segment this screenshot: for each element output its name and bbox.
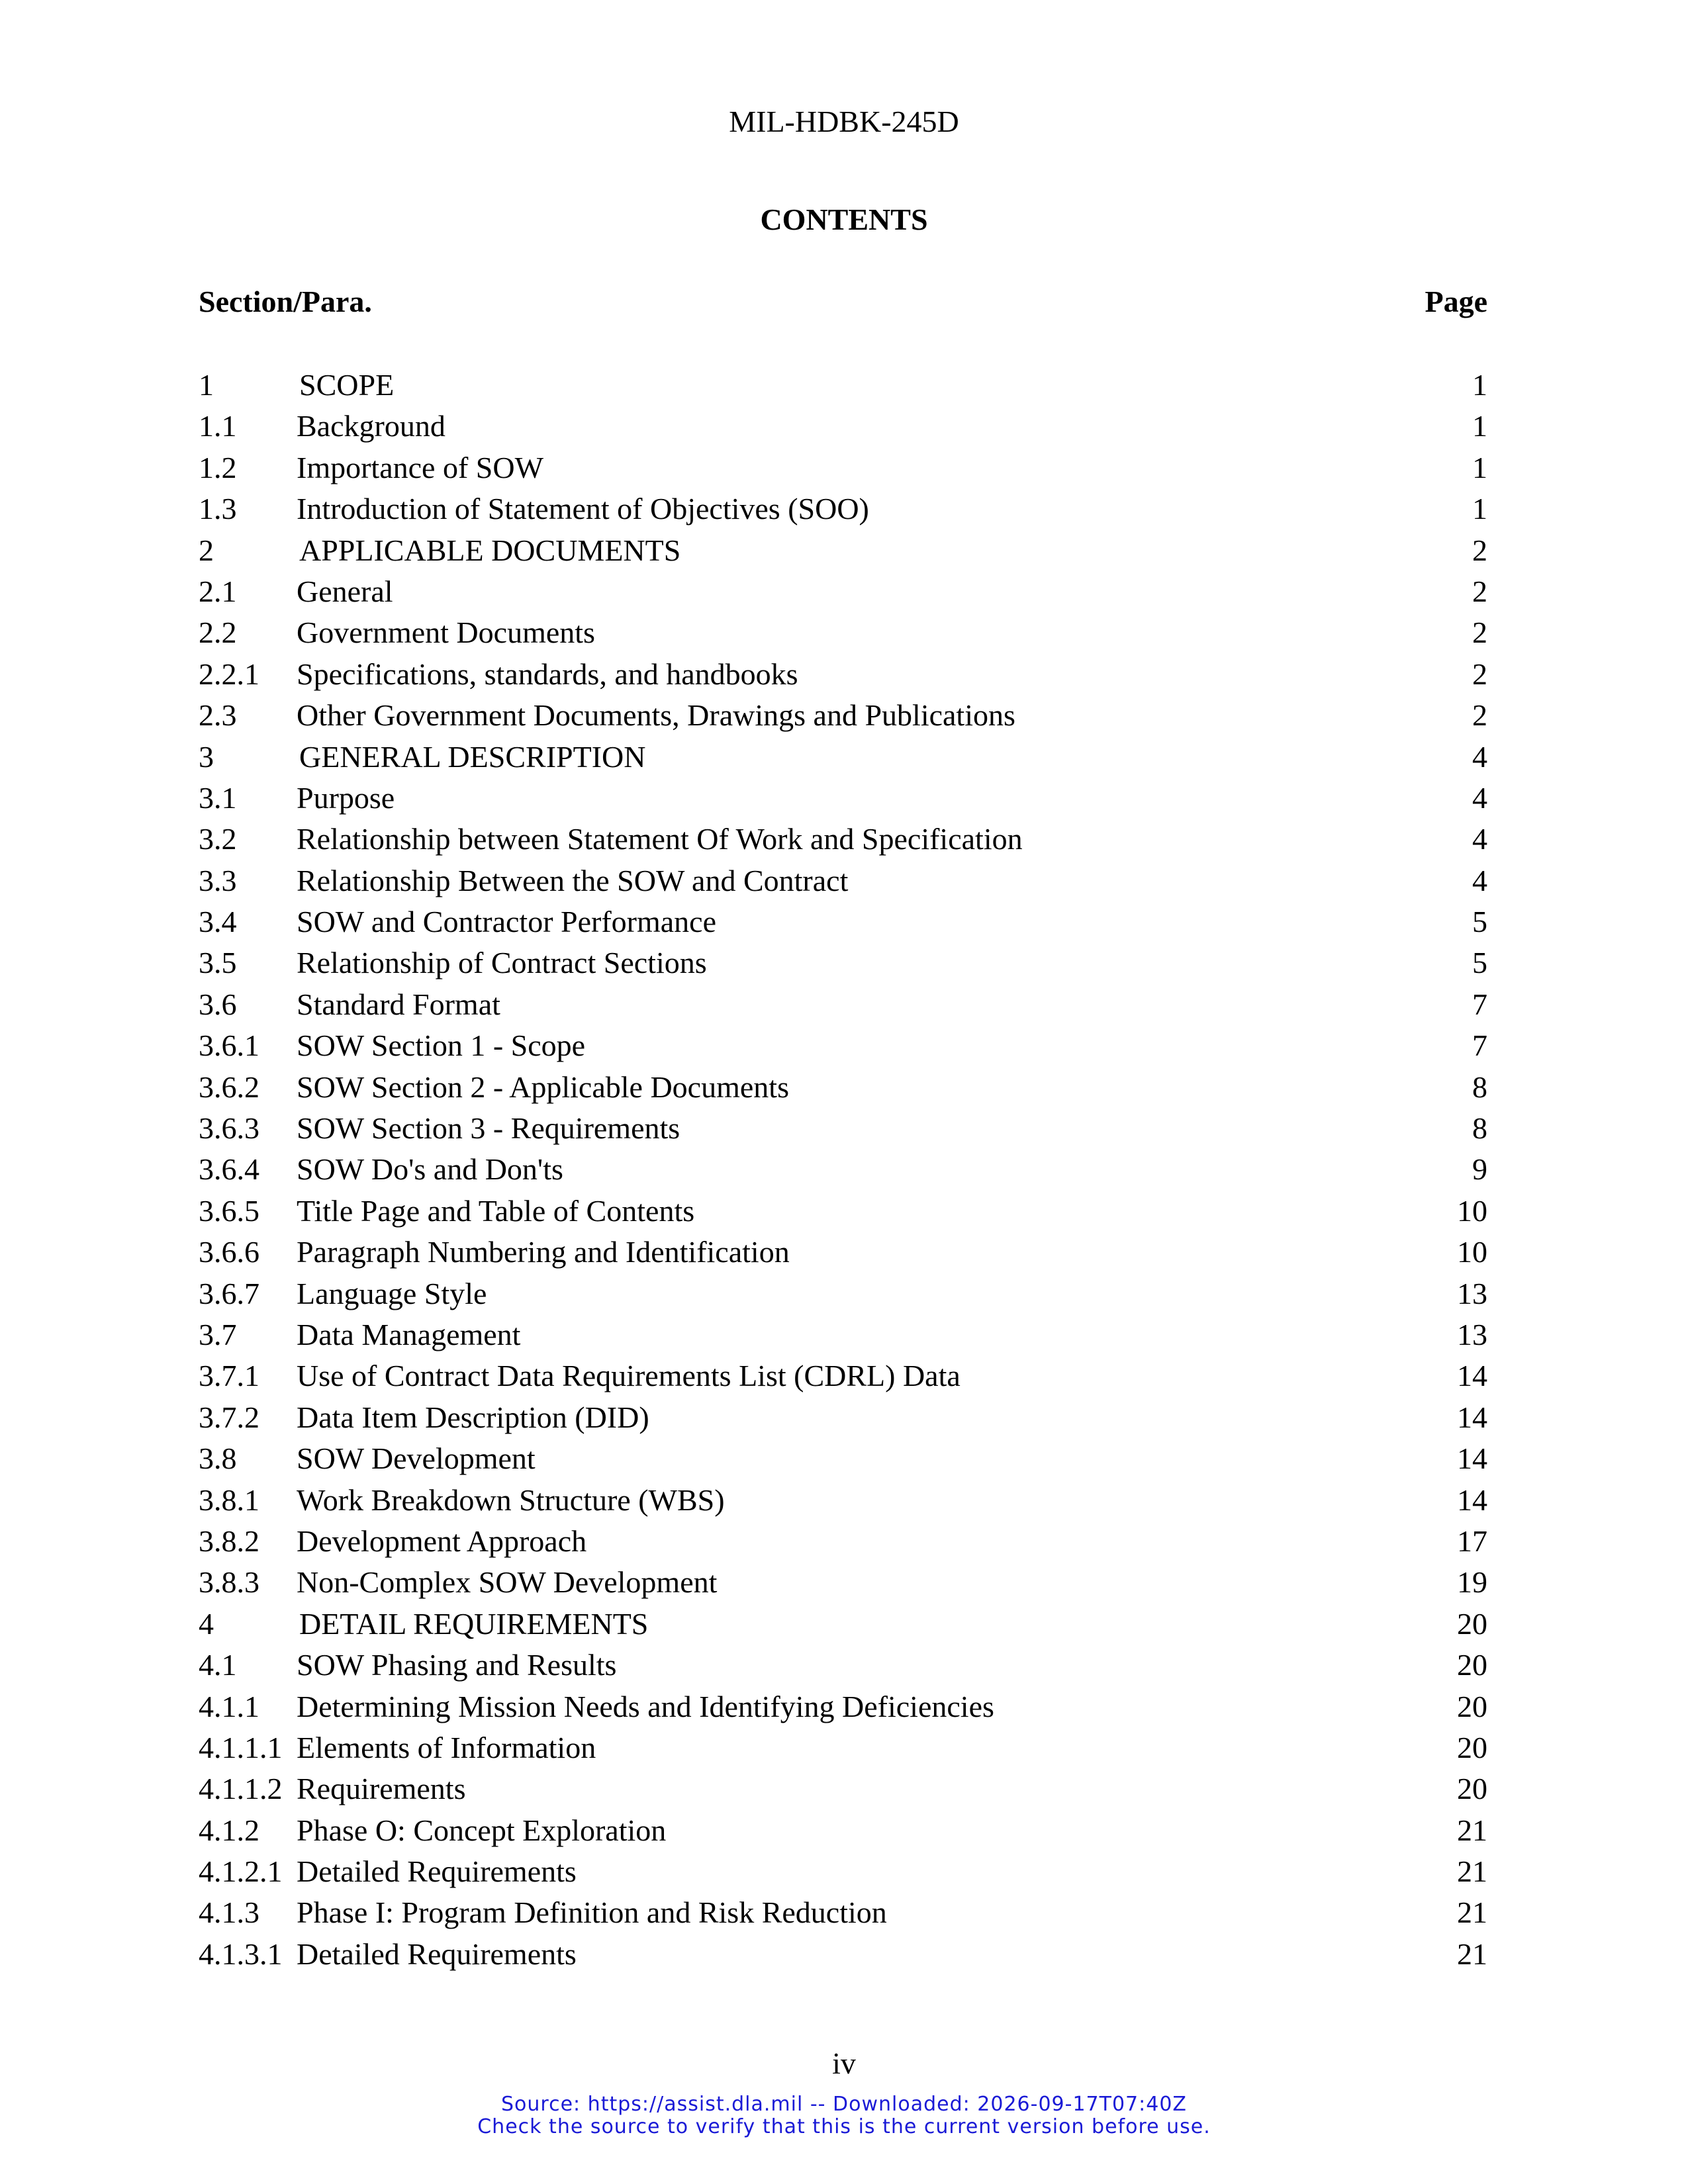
toc-entry[interactable] [199, 1067, 1487, 1108]
toc-entry-page: 8 [1472, 1111, 1487, 1146]
page-title: CONTENTS [760, 203, 928, 236]
toc-entry-page: 1 [1472, 409, 1487, 443]
toc-entry-title: SOW Phasing and Results [297, 1648, 617, 1682]
toc-entry-page: 2 [1472, 533, 1487, 567]
toc-entry-page: 21 [1457, 1813, 1487, 1847]
toc-entry-page: 1 [1472, 368, 1487, 402]
section-column-header: Section/Para. [199, 285, 372, 318]
toc-entry-title: Detailed Requirements [297, 1854, 577, 1889]
toc-entry-title: Importance of SOW [297, 450, 543, 484]
toc-entry[interactable] [199, 1892, 1487, 1933]
toc-entry-number: 2.2 [199, 615, 237, 650]
toc-entry-page: 7 [1472, 1028, 1487, 1063]
toc-entry-page: 20 [1457, 1648, 1487, 1682]
toc-entry-title: Title Page and Table of Contents [297, 1193, 695, 1228]
toc-entry-title: Elements of Information [297, 1730, 596, 1764]
toc-entry-number: 4 [199, 1606, 214, 1641]
toc-entry-number: 3.6.3 [199, 1111, 259, 1146]
toc-entry[interactable] [199, 695, 1487, 736]
toc-entry-page: 5 [1472, 946, 1487, 980]
toc-entry-page: 14 [1457, 1441, 1487, 1476]
toc-entry[interactable] [199, 406, 1487, 447]
toc-entry-number: 3.6.6 [199, 1235, 259, 1269]
toc-entry[interactable] [199, 1108, 1487, 1149]
toc-entry-number: 3.6.1 [199, 1028, 259, 1063]
toc-entry-title: Relationship Between the SOW and Contract [297, 863, 849, 897]
toc-entry-page: 2 [1472, 574, 1487, 608]
toc-entry[interactable] [199, 1521, 1487, 1562]
toc-entry-title: SOW Development [297, 1441, 536, 1476]
toc-entry-number: 4.1.2 [199, 1813, 259, 1847]
toc-entry-page: 10 [1457, 1193, 1487, 1228]
toc-entry[interactable] [199, 942, 1487, 983]
toc-entry-title: APPLICABLE DOCUMENTS [299, 533, 681, 567]
toc-entry-number: 3.6.2 [199, 1069, 259, 1104]
toc-entry-page: 10 [1457, 1235, 1487, 1269]
page-number: iv [832, 2046, 856, 2080]
toc-entry[interactable] [199, 1314, 1487, 1355]
toc-entry-title: Purpose [297, 780, 395, 815]
toc-entry-title: Development Approach [297, 1524, 587, 1558]
toc-entry-title: Requirements [297, 1772, 466, 1806]
toc-entry-number: 2 [199, 533, 214, 567]
toc-entry[interactable] [199, 1810, 1487, 1851]
toc-entry[interactable] [199, 737, 1487, 778]
toc-entry-number: 3.8.3 [199, 1565, 259, 1600]
toc-entry[interactable] [199, 1273, 1487, 1314]
toc-entry-title: General [297, 574, 393, 608]
toc-entry-title: Non-Complex SOW Development [297, 1565, 718, 1600]
toc-entry-page: 21 [1457, 1936, 1487, 1971]
toc-entry[interactable] [199, 530, 1487, 571]
toc-entry-page: 4 [1472, 780, 1487, 815]
toc-entry[interactable] [199, 447, 1487, 488]
source-note-line: Source: https://assist.dla.mil -- Downloaded: 2026-09-17T07:40Z [501, 2093, 1187, 2116]
toc-entry-page: 2 [1472, 698, 1487, 733]
toc-entry-title: Standard Format [297, 987, 500, 1021]
toc-entry-page: 4 [1472, 822, 1487, 856]
toc-entry-title: SOW and Contractor Performance [297, 905, 717, 939]
toc-entry-number: 3.5 [199, 946, 237, 980]
toc-entry-number: 4.1.1.2 [199, 1772, 283, 1806]
toc-entry-number: 1.2 [199, 450, 237, 484]
toc-entry-number: 4.1 [199, 1648, 237, 1682]
toc-entry[interactable] [199, 654, 1487, 695]
toc-entry-title: Data Item Description (DID) [297, 1400, 649, 1434]
toc-entry-title: Government Documents [297, 615, 595, 650]
toc-entry-title: Other Government Documents, Drawings and Publications [297, 698, 1015, 733]
toc-entry-number: 3.1 [199, 780, 237, 815]
toc-entry-title: Introduction of Statement of Objectives (SOO) [297, 492, 869, 526]
toc-entry[interactable] [199, 1604, 1487, 1645]
document-id: MIL-HDBK-245D [729, 105, 959, 138]
toc-entry[interactable] [199, 901, 1487, 942]
toc-entry-page: 21 [1457, 1854, 1487, 1889]
toc-entry[interactable] [199, 1686, 1487, 1727]
toc-entry-page: 2 [1472, 615, 1487, 650]
toc-entry[interactable] [199, 778, 1487, 819]
toc-entry-number: 3.7.2 [199, 1400, 259, 1434]
toc-entry-title: Phase I: Program Definition and Risk Reduction [297, 1895, 887, 1930]
toc-entry-number: 3.6.4 [199, 1152, 259, 1187]
toc-entry-title: Language Style [297, 1276, 487, 1310]
toc-entry-page: 20 [1457, 1772, 1487, 1806]
toc-entry-number: 4.1.1.1 [199, 1730, 283, 1764]
toc-entry-number: 2.1 [199, 574, 237, 608]
toc-entry-title: Background [297, 409, 445, 443]
toc-entry-number: 1.3 [199, 492, 237, 526]
toc-entry-title: SCOPE [299, 368, 395, 402]
toc-entry-number: 4.1.1 [199, 1689, 259, 1723]
toc-entry[interactable] [199, 1232, 1487, 1273]
toc-entry[interactable] [199, 1191, 1487, 1232]
toc-entry-page: 8 [1472, 1069, 1487, 1104]
toc-entry[interactable] [199, 1562, 1487, 1603]
page-column-header: Page [1425, 285, 1487, 318]
toc-entry-page: 4 [1472, 739, 1487, 774]
toc-entry-page: 1 [1472, 450, 1487, 484]
toc-entry-title: Work Breakdown Structure (WBS) [297, 1482, 725, 1517]
toc-entry-page: 13 [1457, 1317, 1487, 1351]
toc-entry-number: 1.1 [199, 409, 237, 443]
toc-entry-number: 4.1.3 [199, 1895, 259, 1930]
toc-entry[interactable] [199, 612, 1487, 653]
toc-entry-title: Specifications, standards, and handbooks [297, 657, 798, 691]
toc-entry-number: 3 [199, 739, 214, 774]
toc-entry-number: 3.4 [199, 905, 237, 939]
toc-entry-page: 14 [1457, 1482, 1487, 1517]
toc-entry-number: 4.1.3.1 [199, 1936, 283, 1971]
toc-entry-page: 20 [1457, 1606, 1487, 1641]
toc-entry-number: 2.3 [199, 698, 237, 733]
toc-entry-title: Phase O: Concept Exploration [297, 1813, 667, 1847]
toc-entry-title: Relationship of Contract Sections [297, 946, 707, 980]
toc-entry[interactable] [199, 1355, 1487, 1396]
toc-entry[interactable] [199, 1768, 1487, 1809]
toc-entry-page: 14 [1457, 1400, 1487, 1434]
toc-entry-number: 2.2.1 [199, 657, 259, 691]
toc-entry-page: 1 [1472, 492, 1487, 526]
toc-entry-page: 13 [1457, 1276, 1487, 1310]
toc-entry[interactable] [199, 1438, 1487, 1479]
toc-entry-title: GENERAL DESCRIPTION [299, 739, 646, 774]
toc-entry-title: SOW Section 2 - Applicable Documents [297, 1069, 789, 1104]
toc-entry[interactable] [199, 1149, 1487, 1190]
toc-entry[interactable] [199, 860, 1487, 901]
toc-entry[interactable] [199, 1025, 1487, 1066]
toc-entry-number: 3.6.5 [199, 1193, 259, 1228]
toc-entry[interactable] [199, 365, 1487, 406]
toc-entry-page: 5 [1472, 905, 1487, 939]
toc-entry-number: 3.7 [199, 1317, 237, 1351]
toc-entry-title: Use of Contract Data Requirements List (CDRL) Data [297, 1359, 961, 1393]
toc-entry-number: 3.8.2 [199, 1524, 259, 1558]
toc-entry[interactable] [199, 819, 1487, 860]
toc-entry-title: Relationship between Statement Of Work and Specification [297, 822, 1023, 856]
toc-entry-page: 20 [1457, 1730, 1487, 1764]
toc-entry-title: Paragraph Numbering and Identification [297, 1235, 790, 1269]
source-verify-note-line: Check the source to verify that this is the current version before use. [477, 2115, 1211, 2138]
toc-entry-title: Data Management [297, 1317, 521, 1351]
toc-entry[interactable] [199, 1480, 1487, 1521]
toc-entry-title: SOW Section 1 - Scope [297, 1028, 586, 1063]
toc-entry[interactable] [199, 1645, 1487, 1686]
toc-entry-title: DETAIL REQUIREMENTS [299, 1606, 649, 1641]
toc-entry-page: 14 [1457, 1359, 1487, 1393]
toc-entry-number: 3.2 [199, 822, 237, 856]
toc-entry-page: 19 [1457, 1565, 1487, 1600]
toc-entry-page: 7 [1472, 987, 1487, 1021]
toc-entry-number: 4.1.2.1 [199, 1854, 283, 1889]
toc-entry-number: 1 [199, 368, 214, 402]
toc-entry-page: 21 [1457, 1895, 1487, 1930]
toc-entry-page: 17 [1457, 1524, 1487, 1558]
toc-entry[interactable] [199, 1851, 1487, 1892]
toc-entry-title: SOW Section 3 - Requirements [297, 1111, 680, 1146]
table-of-contents [199, 365, 1487, 1975]
toc-entry-page: 20 [1457, 1689, 1487, 1723]
toc-entry-number: 3.8 [199, 1441, 237, 1476]
toc-entry-title: Determining Mission Needs and Identifying Deficiencies [297, 1689, 994, 1723]
toc-entry-page: 4 [1472, 863, 1487, 897]
toc-entry[interactable] [199, 488, 1487, 529]
toc-entry-number: 3.8.1 [199, 1482, 259, 1517]
toc-entry-title: SOW Do's and Don'ts [297, 1152, 563, 1187]
toc-entry-number: 3.7.1 [199, 1359, 259, 1393]
toc-entry[interactable] [199, 1397, 1487, 1438]
toc-entry[interactable] [199, 1727, 1487, 1768]
toc-entry-page: 2 [1472, 657, 1487, 691]
toc-entry[interactable] [199, 984, 1487, 1025]
toc-entry-title: Detailed Requirements [297, 1936, 577, 1971]
toc-entry[interactable] [199, 1934, 1487, 1975]
toc-entry-number: 3.6 [199, 987, 237, 1021]
toc-entry-number: 3.3 [199, 863, 237, 897]
toc-entry-number: 3.6.7 [199, 1276, 259, 1310]
toc-entry-page: 9 [1472, 1152, 1487, 1187]
toc-entry[interactable] [199, 571, 1487, 612]
